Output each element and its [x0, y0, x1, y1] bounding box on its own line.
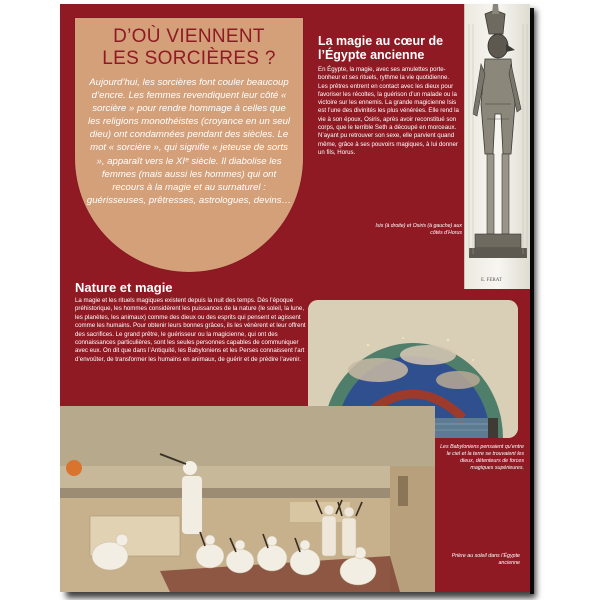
egypt-title: La magie au cœur de l’Égypte ancienne: [318, 34, 444, 62]
egypt-caption: Isis (à droite) et Osiris (à gauche) aux côtés d’Horus: [375, 223, 462, 236]
prayer-caption: Prière au soleil dans l’Égypte ancienne: [451, 553, 520, 566]
intro-title-line1: D’OÙ VIENNENT: [113, 26, 265, 47]
magazine-page: [60, 4, 530, 592]
page-shadow: [530, 8, 534, 594]
intro-text: Aujourd’hui, les sorcières font couler beaucoup d’encre. Les femmes revendiquent leur côté « sorcière » pour rendre hommage à celles que les religions monothéistes (croyance en un seul dieu) ont condamnées pendant des siècles. Le mot « sorcière », qui signifie « jeteuse de sorts », apparaît vers le XIᵉ siècle. Il diabolise les femmes (mais aussi les hommes) qui ont recours à la magie et au surnaturel : guérisseuses, prêtresses, astrologues, devins…: [86, 77, 292, 206]
horus-statue-drawing: [465, 4, 530, 289]
prayer-artwork: [60, 406, 435, 592]
intro-title: [79, 26, 299, 70]
horus-statue-illustration: [464, 4, 530, 289]
babylon-caption: Les Babyloniens pensaient qu’entre le ciel et la terre se trouvaient les dieux, détenteurs de forces magiques supérieures.: [440, 444, 524, 471]
engraver-signature: E. FERAT: [481, 278, 502, 283]
egypt-text: En Égypte, la magie, avec ses amulettes porte-bonheur et ses rituels, rythme la vie quotidienne. Les prêtres entrent en contact avec les dieux pour favoriser les récoltes, la guérison d’un malade ou la victoire sur les ennemis. La grande magicienne Isis est l’une des divinités les plus vénérées. Elle rend la vie à son époux, Osiris, après avoir reconstitué son corps, que le terrible Seth a découpé en morceaux. N’ayant pu retrouver son sexe, elle parvient quand même, grâce à ses pouvoirs magiques, à lui donner un fils, Horus.: [318, 66, 459, 156]
intro-panel: [75, 18, 303, 272]
intro-title-line2: LES SORCIÈRES ?: [102, 48, 276, 69]
nature-title: Nature et magie: [75, 280, 173, 295]
nature-text: La magie et les rituels magiques existent depuis la nuit des temps. Dès l’époque préhistorique, les hommes considèrent les puissances de la nature (le soleil, la lune, les planètes, les animaux) comme des dieux ou des esprits qui pensent et agissent comme les humains. Pour obtenir leurs bonnes grâces, ils les vénèrent et leur offrent des sacrifices. Le grand prêtre, le guérisseur ou la magicienne, qui ont des connaissances particulières, sont les seules personnes capables de communiquer avec eux. On dit que dans l’Antiquité, les Babyloniens et les Perses connaissent l’art d’envoûter, de transformer les humains en animaux, de guérir et de prédire l’avenir.: [75, 297, 306, 363]
sun-prayer-painting: [60, 406, 435, 592]
